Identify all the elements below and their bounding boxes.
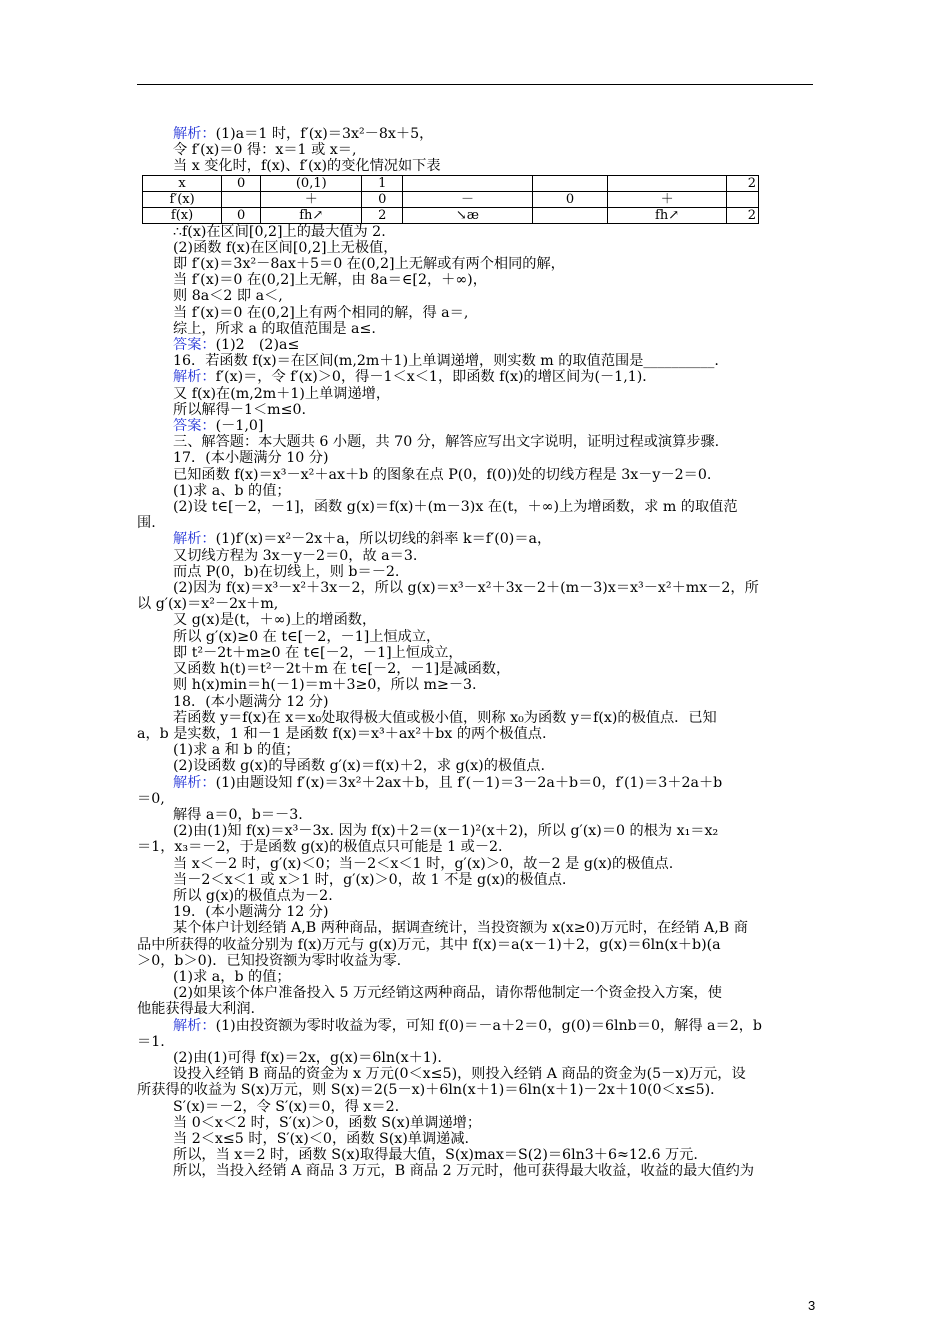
table-cell: x (143, 175, 222, 191)
text-line: 解析：(1)由题设知 f′(x)＝3x²＋2ax＋b，且 f′(－1)＝3－2a＋b＝0，f′(1)＝3＋2a＋b (173, 774, 723, 791)
text-line: 所获得的收益为 S(x)万元，则 S(x)＝2(5－x)＋6ln(x＋1)＝6ln(x＋1)－2x＋10(0＜x≤5)． (137, 1082, 725, 1099)
table-cell (532, 207, 608, 223)
solution-part-a (166, 126, 816, 175)
text-line: 当 0＜x＜2 时，S′(x)＞0，函数 S(x)单调递增； (173, 1114, 482, 1131)
table-cell: 0 (222, 207, 261, 223)
text-line: 令 f′(x)＝0 得：x＝1 或 x＝, (173, 142, 357, 159)
text-line: 又 g(x)是(t，＋∞)上的增函数， (173, 612, 377, 629)
text-line: (1)求 a 和 b 的值； (173, 742, 300, 759)
text-line: 当 x 变化时，f(x)、f′(x)的变化情况如下表 (173, 158, 441, 175)
table-cell (726, 191, 758, 207)
text-line: 当 x＜－2 时，g′(x)＜0；当－2＜x＜1 时，g′(x)＞0，故－2 是 g(x)的极值点. (173, 855, 674, 872)
table-row (143, 191, 759, 207)
text-line: 当 f′(x)＝0 在(0,2]上有两个相同的解，得 a＝, (173, 304, 469, 321)
text-line: 17．(本小题满分 10 分) (173, 450, 329, 467)
solution-part-b (137, 223, 816, 1180)
table-cell: f′(x) (143, 191, 222, 207)
table-cell: ＋ (261, 191, 362, 207)
text-line: 所以，当投入经销 A 商品 3 万元，B 商品 2 万元时，他可获得最大收益，收益的最大值约为 (173, 1163, 755, 1180)
text-line: ＞0，b＞0)．已知投资额为零时收益为零. (137, 952, 402, 969)
text-line: 已知函数 f(x)＝x³－x²＋ax＋b 的图象在点 P(0，f(0))处的切线方程是 3x－y－2＝0. (173, 466, 712, 483)
text-line: 所以，当 x＝2 时，函数 S(x)取得最大值，S(x)max＝S(2)＝6ln3＋6≈12.6 万元. (173, 1147, 698, 1164)
text-line: 又切线方程为 3x－y－2＝0，故 a＝3. (173, 547, 418, 564)
text-line: 答案：(－1,0] (173, 418, 264, 435)
text-line: 当 2＜x≤5 时，S′(x)＜0，函数 S(x)单调递减. (173, 1130, 470, 1147)
table-cell: 0 (362, 191, 403, 207)
table-cell: fh↗ (608, 207, 726, 223)
text-line: ＝0, (137, 790, 165, 807)
label-prefix: 解析： (173, 531, 216, 548)
text-line: 设投入经销 B 商品的资金为 x 万元(0＜x≤5)，则投入经销 A 商品的资金为(5－x)万元，设 (173, 1066, 746, 1083)
text-line: 即 t²－2t＋m≥0 在 t∈[－2，－1]上恒成立， (173, 644, 463, 661)
label-prefix: 解析： (173, 126, 216, 142)
text-line: a，b 是实数，1 和－1 是函数 f(x)＝x³＋ax²＋bx 的两个极值点. (137, 725, 547, 742)
label-prefix: 解析： (173, 1017, 216, 1034)
variation-table (142, 175, 759, 224)
text-line: (2)如果该个体户准备投入 5 万元经销这两种商品，请你帮他制定一个资金投入方案，使 (173, 985, 722, 1002)
text-line: 品中所获得的收益分别为 f(x)万元与 g(x)万元，其中 f(x)＝a(x－1)＋2，g(x)＝6ln(x＋b)(a (137, 936, 721, 953)
table-cell: 2 (726, 175, 758, 191)
text-line: 当－2＜x＜1 或 x＞1 时，g′(x)＞0，故 1 不是 g(x)的极值点. (173, 871, 567, 888)
label-prefix: 解析： (173, 774, 216, 791)
table-cell (222, 191, 261, 207)
table-cell (608, 175, 726, 191)
text-line: ＝1，x₃＝－2，于是函数 g(x)的极值点只可能是 1 或－2. (137, 839, 503, 856)
table-row (143, 175, 759, 191)
table-cell: 0 (532, 191, 608, 207)
text-line: 所以 g′(x)≥0 在 t∈[－2，－1]上恒成立， (173, 628, 441, 645)
text-line: 16．若函数 f(x)＝在区间(m,2m＋1)上单调递增，则实数 m 的取值范围是__________. (173, 353, 719, 370)
text-line: 答案：(1)2 (2)a≤ (173, 337, 300, 354)
table-row (143, 207, 759, 223)
table-cell: 2 (726, 207, 758, 223)
table-cell: fh↗ (261, 207, 362, 223)
text-line: ∴f(x)在区间[0,2]上的最大值为 2. (173, 223, 386, 240)
text-line: 所以 g(x)的极值点为－2. (173, 887, 333, 904)
text-line: 而点 P(0，b)在切线上，则 b＝－2. (173, 563, 400, 580)
text-line: (2)因为 f(x)＝x³－x²＋3x－2，所以 g(x)＝x³－x²＋3x－2＋(m－3)x＝x³－x²＋mx－2，所 (173, 580, 759, 597)
text-line: 以 g′(x)＝x²－2x＋m, (137, 596, 279, 613)
text-line: ＝1. (137, 1033, 165, 1050)
text-line: 当 f′(x)＝0 在(0,2]上无解，由 8a＝∈[2，＋∞)， (173, 272, 487, 289)
label-prefix: 答案： (173, 418, 216, 435)
header-rule (137, 84, 813, 85)
text-line: 解析：(1)a＝1 时，f′(x)＝3x²－8x＋5， (173, 126, 434, 142)
table-cell: (0,1) (261, 175, 362, 191)
text-line: 又 f(x)在(m,2m＋1)上单调递增， (173, 385, 391, 402)
text-line: 解析：(1)f′(x)＝x²－2x＋a，所以切线的斜率 k＝f′(0)＝a， (173, 531, 552, 548)
text-line: 解得 a＝0，b＝－3. (173, 806, 303, 823)
table-cell: 0 (222, 175, 261, 191)
text-line: (1)求 a、b 的值； (173, 482, 291, 499)
text-line: 围. (137, 515, 156, 532)
table-cell: ＋ (608, 191, 726, 207)
table-cell (532, 175, 608, 191)
text-line: (2)设 t∈[－2，－1]，函数 g(x)＝f(x)＋(m－3)x 在(t，＋∞)上为增函数，求 m 的取值范 (173, 499, 738, 516)
table-cell (403, 175, 533, 191)
text-line: 18．(本小题满分 12 分) (173, 693, 329, 710)
label-prefix: 解析： (173, 369, 216, 386)
text-line: 则 h(x)min＝h(－1)＝m＋3≥0，所以 m≥－3. (173, 677, 477, 694)
text-line: 解析：f′(x)＝，令 f′(x)＞0，得－1＜x＜1，即函数 f(x)的增区间为(－1,1)． (173, 369, 657, 386)
text-line: 则 8a＜2 即 a＜, (173, 288, 283, 305)
text-line: (2)由(1)可得 f(x)＝2x，g(x)＝6ln(x＋1). (173, 1049, 442, 1066)
text-line: 又函数 h(t)＝t²－2t＋m 在 t∈[－2，－1]是减函数， (173, 661, 511, 678)
table-cell: － (403, 191, 533, 207)
text-line: (2)设函数 g(x)的导函数 g′(x)＝f(x)＋2，求 g(x)的极值点. (173, 758, 545, 775)
text-line: (2)由(1)知 f(x)＝x³－3x. 因为 f(x)＋2＝(x－1)²(x＋2)，所以 g′(x)＝0 的根为 x₁＝x₂ (173, 823, 719, 840)
table-cell: ↘æ (403, 207, 533, 223)
text-line: (2)函数 f(x)在区间[0,2]上无极值， (173, 239, 398, 256)
label-prefix: 答案： (173, 337, 216, 354)
text-line: 解析：(1)由投资额为零时收益为零，可知 f(0)＝－a＋2＝0，g(0)＝6lnb＝0，解得 a＝2，b (173, 1017, 762, 1034)
text-line: 若函数 y＝f(x)在 x＝x₀处取得极大值或极小值，则称 x₀为函数 y＝f(x)的极值点．已知 (173, 709, 717, 726)
document-body (137, 126, 816, 1180)
table-cell: 2 (362, 207, 403, 223)
table-cell: f(x) (143, 207, 222, 223)
page-number: 3 (808, 1298, 816, 1313)
text-line: 19．(本小题满分 12 分) (173, 904, 329, 921)
text-line: (1)求 a，b 的值； (173, 968, 291, 985)
text-line: 综上，所求 a 的取值范围是 a≤. (173, 320, 376, 337)
text-line: 所以解得－1＜m≤0. (173, 401, 307, 418)
text-line: 即 f′(x)＝3x²－8ax＋5＝0 在(0,2]上无解或有两个相同的解， (173, 256, 565, 273)
text-line: S′(x)＝－2，令 S′(x)＝0，得 x＝2. (173, 1098, 400, 1115)
text-line: 某个体户计划经销 A,B 两种商品，据调查统计，当投资额为 x(x≥0)万元时，在经销 A,B 商 (173, 920, 748, 937)
text-line: 他能获得最大利润. (137, 1001, 256, 1018)
text-line: 三、解答题：本大题共 6 小题，共 70 分，解答应写出文字说明，证明过程或演算步骤. (173, 434, 720, 451)
table-cell: 1 (362, 175, 403, 191)
